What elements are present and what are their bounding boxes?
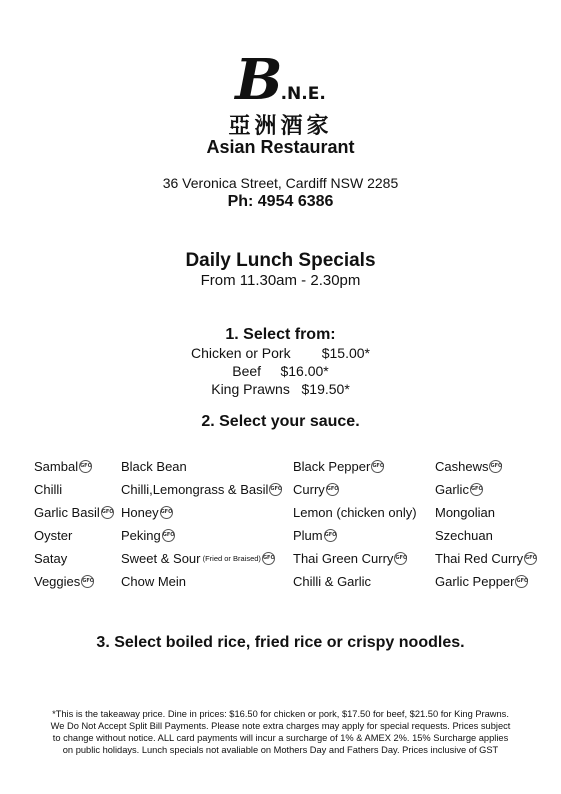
logo-suffix: .N.E. (280, 84, 326, 104)
sauce-item (121, 459, 187, 474)
sauce-name: Lemon (chicken only) (293, 505, 417, 520)
sauce-item (293, 459, 384, 474)
sauce-name: Chilli (34, 482, 63, 497)
step3-title: 3. Select boiled rice, fried rice or crispy noodles. (96, 634, 465, 651)
sauce-name: Veggies (34, 574, 81, 589)
sauce-item (121, 551, 275, 566)
footer-line: on public holidays. Lunch specials not avaliable on Mothers Day and Fathers Day. Prices inclusive of GST (62, 745, 499, 755)
sauce-item (293, 505, 417, 520)
address: 36 Veronica Street, Cardiff NSW 2285 (162, 175, 399, 191)
sauce-item (34, 482, 62, 497)
sauce-item (435, 505, 495, 520)
gluten-free-option-icon: GFO (162, 529, 175, 542)
sauce-name: Black Pepper (293, 459, 371, 474)
chinese-name: 亞洲酒家 (228, 114, 333, 139)
price-option-beef: Beef $16.00* (232, 363, 329, 379)
specials-title: Daily Lunch Specials (185, 250, 376, 271)
sauce-item (121, 505, 173, 520)
sauce-name: Garlic (435, 482, 469, 497)
gluten-free-option-icon: GFO (371, 460, 384, 473)
sauce-item (293, 528, 337, 543)
gluten-free-option-icon: GFO (101, 506, 114, 519)
sauce-name: Satay (34, 551, 68, 566)
gluten-free-option-icon: GFO (269, 483, 282, 496)
sauce-name: Curry (293, 482, 325, 497)
sauce-name: Mongolian (435, 505, 495, 520)
sauce-item (435, 574, 528, 589)
footer-notes (15, 708, 546, 756)
sauce-item (293, 574, 371, 589)
sauce-name: Chilli,Lemongrass & Basil (121, 482, 269, 497)
sauce-name: Honey (121, 505, 159, 520)
sauce-name: Oyster (34, 528, 73, 543)
sauce-item (435, 459, 502, 474)
sauce-name: Garlic Basil (34, 505, 100, 520)
sauce-item (293, 482, 339, 497)
price-option-chicken-pork: Chicken or Pork $15.00* (191, 345, 370, 361)
step2-title: 2. Select your sauce. (201, 413, 360, 430)
gluten-free-option-icon: GFO (324, 529, 337, 542)
gluten-free-option-icon: GFO (489, 460, 502, 473)
gluten-free-option-icon: GFO (470, 483, 483, 496)
sauce-name: Black Bean (121, 459, 187, 474)
sauce-item (435, 482, 483, 497)
sauce-item (34, 459, 92, 474)
sauce-name: Sweet & Sour (121, 551, 201, 566)
price-option-king-prawns: King Prawns $19.50* (211, 381, 350, 397)
gluten-free-option-icon: GFO (81, 575, 94, 588)
gluten-free-option-icon: GFO (262, 552, 275, 565)
footer-line: We Do Not Accept Split Bill Payments. Please note extra charges may apply for special requests. Prices subject (50, 721, 511, 731)
sauce-item (34, 574, 94, 589)
sauce-name: Cashews (435, 459, 489, 474)
specials-hours: From 11.30am - 2.30pm (200, 272, 361, 289)
sauce-name: Szechuan (435, 528, 493, 543)
sauce-item (34, 551, 67, 566)
sauce-name: Plum (293, 528, 323, 543)
footer-line: *This is the takeaway price. Dine in prices: $16.50 for chicken or pork, $17.50 for beef, $21.50 for King Prawns. (52, 709, 509, 719)
step1-title: 1. Select from: (225, 326, 336, 343)
sauce-item (121, 528, 175, 543)
brand-logo (0, 47, 561, 113)
phone-number: Ph: 4954 6386 (227, 193, 334, 210)
sauce-item (121, 574, 186, 589)
sauce-item (435, 551, 537, 566)
sauce-name: Sambal (34, 459, 79, 474)
gluten-free-option-icon: GFO (326, 483, 339, 496)
restaurant-name: Asian Restaurant (206, 137, 355, 157)
sauce-item (34, 505, 114, 520)
sauce-name: Thai Red Curry (435, 551, 524, 566)
sauce-name: Chilli & Garlic (293, 574, 372, 589)
gluten-free-option-icon: GFO (79, 460, 92, 473)
sauce-item (34, 528, 72, 543)
sauce-name: Peking (121, 528, 161, 543)
sauce-note: (Fried or Braised) (200, 554, 261, 563)
gluten-free-option-icon: GFO (524, 552, 537, 565)
sauce-item (121, 482, 282, 497)
logo-letter: B (235, 47, 281, 113)
sauce-item (435, 528, 493, 543)
sauce-name: Garlic Pepper (435, 574, 515, 589)
gluten-free-option-icon: GFO (515, 575, 528, 588)
gluten-free-option-icon: GFO (394, 552, 407, 565)
sauce-item (293, 551, 407, 566)
sauce-name: Chow Mein (121, 574, 187, 589)
sauce-name: Thai Green Curry (293, 551, 394, 566)
gluten-free-option-icon: GFO (160, 506, 173, 519)
footer-line: to change without notice. ALL card payments will incur a surcharge of 1% & AMEX 2%. 15% Surcharge applies (52, 733, 509, 743)
